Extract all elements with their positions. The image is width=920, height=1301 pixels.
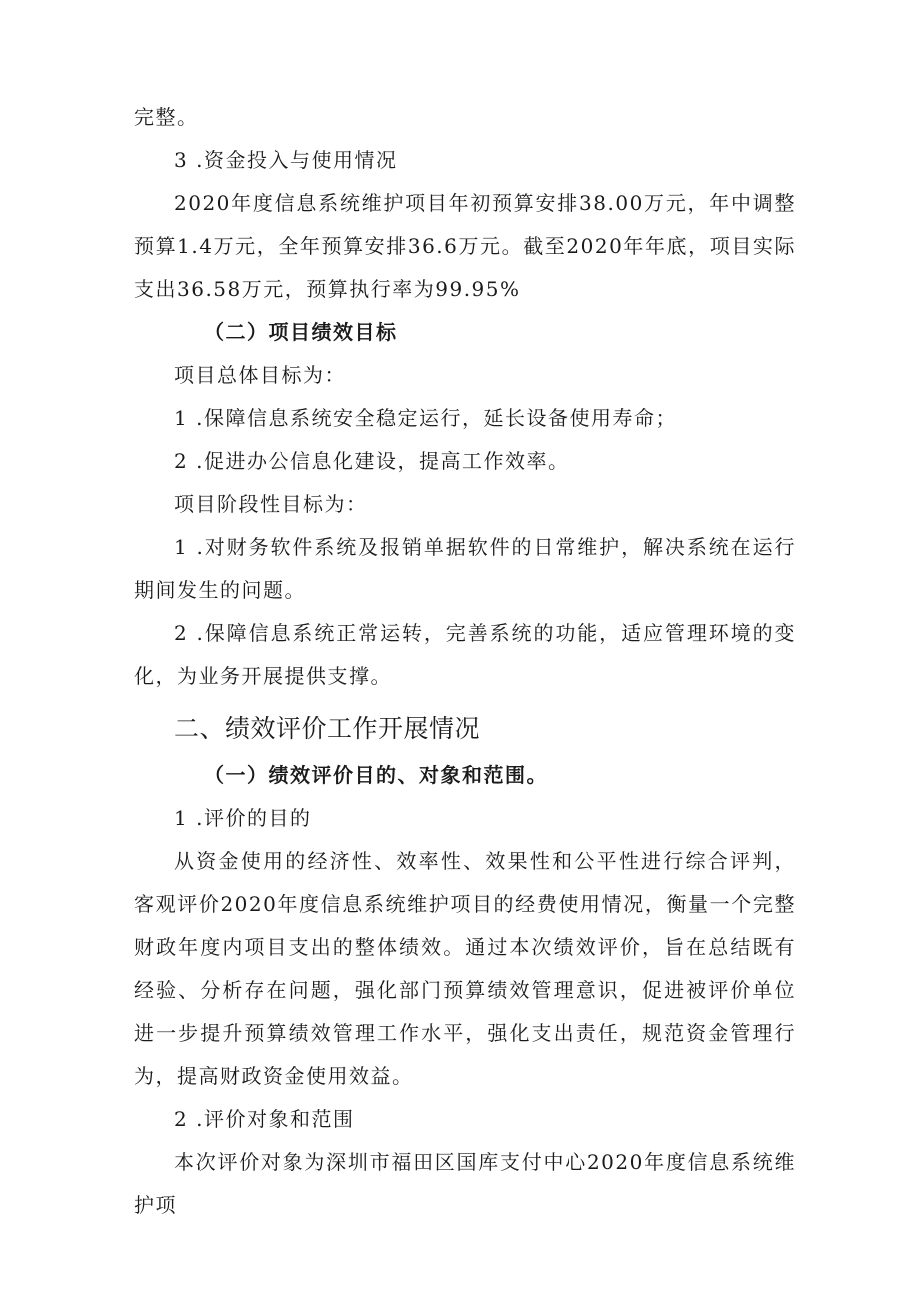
document-page <box>134 96 796 1227</box>
heading-performance-goals: （二）项目绩效目标 <box>204 320 398 344</box>
stage-goal-2: 2 .保障信息系统正常运转，完善系统的功能，适应管理环境的变化，为业务开展提供支撑。 <box>134 621 796 688</box>
stage-goal-1: 1 .对财务软件系统及报销单据软件的日常维护，解决系统在运行期间发生的问题。 <box>134 535 796 602</box>
heading-purpose: 1 .评价的目的 <box>174 806 312 830</box>
heading-scope: 2 .评价对象和范围 <box>174 1107 355 1131</box>
heading-funds-usage: 3 .资金投入与使用情况 <box>174 148 398 172</box>
overall-goal-1: 1 .保障信息系统安全稳定运行，延长设备使用寿命； <box>174 406 677 430</box>
heading-purpose-scope: （一）绩效评价目的、对象和范围。 <box>204 763 548 787</box>
overall-goal-2: 2 .促进办公信息化建设，提高工作效率。 <box>174 449 570 473</box>
stage-goal-intro: 项目阶段性目标为： <box>174 492 368 516</box>
budget-paragraph: 2020年度信息系统维护项目年初预算安排38.00万元，年中调整预算1.4万元，全年预算安排36.6万元。截至2020年年底，项目实际支出36.58万元，预算执行率为99.95% <box>134 191 796 301</box>
section-heading-evaluation: 二、绩效评价工作开展情况 <box>174 714 481 743</box>
scope-paragraph: 本次评价对象为深圳市福田区国库支付中心2020年度信息系统维护项 <box>134 1150 796 1217</box>
purpose-paragraph: 从资金使用的经济性、效率性、效果性和公平性进行综合评判，客观评价2020年度信息系统维护项目的经费使用情况，衡量一个完整财政年度内项目支出的整体绩效。通过本次绩效评价，旨在总结既有经验、分析存在问题，强化部门预算绩效管理意识，促进被评价单位进一步提升预算绩效管理工作水平，强化支出责任，规范资金管理行为，提高财政资金使用效益。 <box>134 849 796 1088</box>
overall-goal-intro: 项目总体目标为： <box>174 363 346 387</box>
continued-paragraph: 完整。 <box>134 105 199 129</box>
